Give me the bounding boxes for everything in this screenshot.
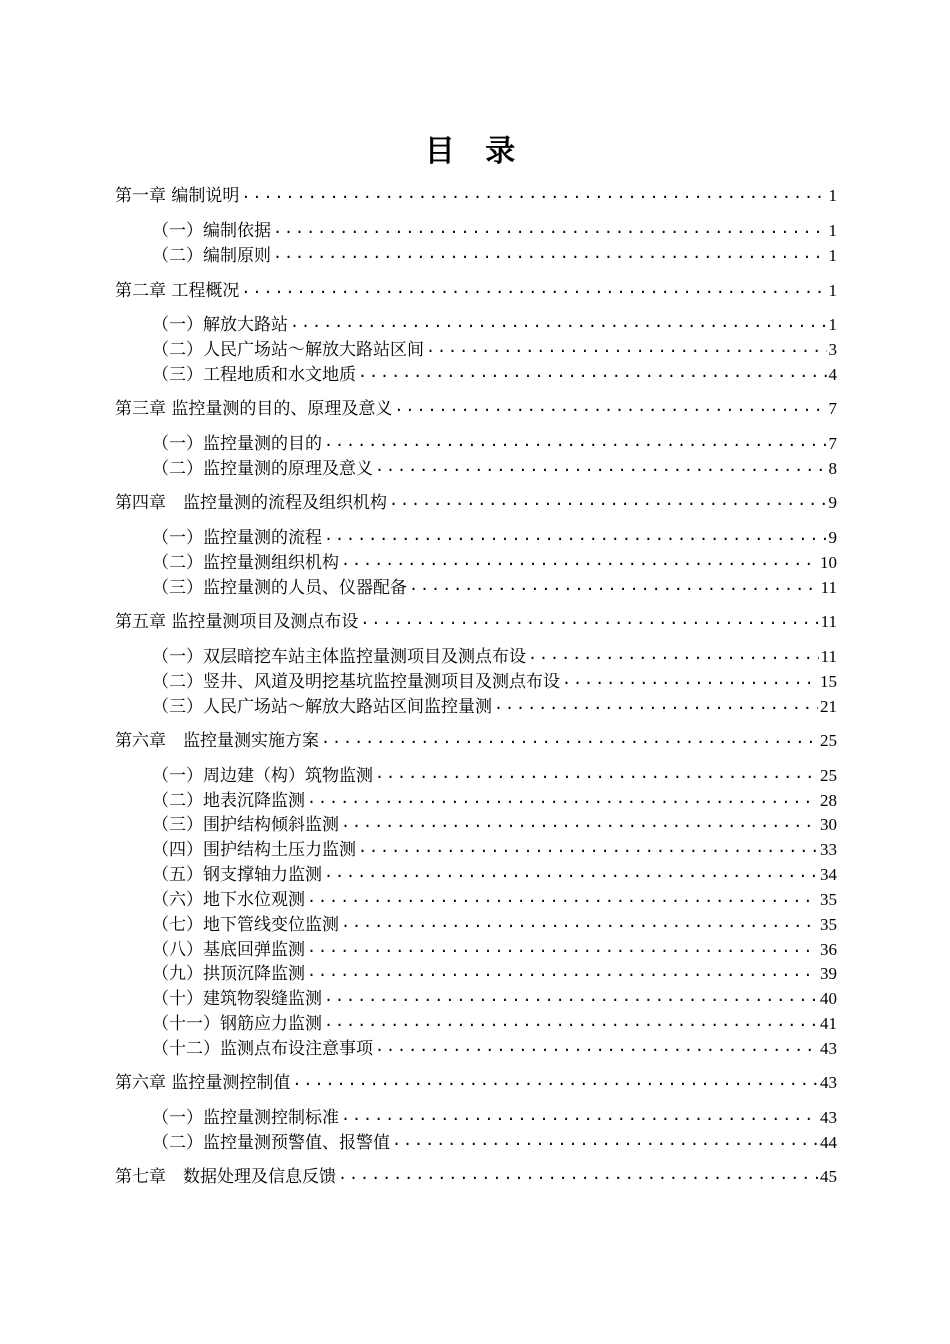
toc-entry-label: （一）周边建（构）筑物监测 bbox=[152, 766, 373, 786]
toc-page-number: 11 bbox=[820, 647, 837, 666]
toc-dot-leader bbox=[341, 550, 818, 571]
toc-section-entry[interactable] bbox=[152, 961, 837, 985]
toc-entry-label: （五）钢支撑轴力监测 bbox=[152, 865, 322, 885]
toc-dot-leader bbox=[528, 644, 819, 665]
toc-dot-leader bbox=[341, 812, 818, 833]
toc-dot-leader bbox=[241, 278, 826, 299]
toc-dot-leader bbox=[341, 912, 818, 933]
toc-dot-leader bbox=[341, 1105, 818, 1126]
toc-section-entry[interactable] bbox=[152, 763, 837, 787]
toc-section-entry[interactable] bbox=[152, 1105, 837, 1129]
toc-page-number: 4 bbox=[828, 365, 837, 384]
toc-page-number: 11 bbox=[820, 578, 837, 597]
toc-section-entry[interactable] bbox=[152, 788, 837, 812]
toc-entry-label: 第六章 监控量测控制值 bbox=[115, 1073, 291, 1093]
toc-page-number: 30 bbox=[820, 815, 837, 834]
toc-page-number: 15 bbox=[820, 672, 837, 691]
toc-entry-label: （七）地下管线变位监测 bbox=[152, 915, 339, 935]
toc-chapter-entry[interactable] bbox=[115, 1070, 837, 1094]
toc-dot-leader bbox=[562, 669, 818, 690]
toc-section-entry[interactable] bbox=[152, 912, 837, 936]
toc-entry-label: （三）人民广场站～解放大路站区间监控量测 bbox=[152, 697, 492, 717]
toc-entry-label: （二）监控量测组织机构 bbox=[152, 553, 339, 573]
toc-entry-label: （一）双层暗挖车站主体监控量测项目及测点布设 bbox=[152, 647, 526, 667]
toc-entry-label: （一）解放大路站 bbox=[152, 315, 288, 335]
toc-page-number: 1 bbox=[828, 246, 837, 265]
toc-dot-leader bbox=[375, 456, 827, 477]
toc-dot-leader bbox=[324, 431, 827, 452]
toc-section-entry[interactable] bbox=[152, 1036, 837, 1060]
toc-entry-label: （八）基底回弹监测 bbox=[152, 940, 305, 960]
toc-entry-label: （二）人民广场站～解放大路站区间 bbox=[152, 340, 424, 360]
toc-dot-leader bbox=[307, 961, 818, 982]
toc-section-entry[interactable] bbox=[152, 837, 837, 861]
toc-dot-leader bbox=[338, 1164, 818, 1185]
toc-entry-label: （三）监控量测的人员、仪器配备 bbox=[152, 578, 407, 598]
toc-section-entry[interactable] bbox=[152, 644, 837, 668]
toc-page-number: 40 bbox=[820, 989, 837, 1008]
toc-dot-leader bbox=[241, 183, 826, 204]
toc-dot-leader bbox=[426, 337, 827, 358]
toc-dot-leader bbox=[494, 694, 818, 715]
toc-section-entry[interactable] bbox=[152, 362, 837, 386]
toc-page-number: 35 bbox=[820, 890, 837, 909]
toc-entry-label: 第五章 监控量测项目及测点布设 bbox=[115, 612, 359, 632]
toc-dot-leader bbox=[321, 728, 818, 749]
toc-page-number: 36 bbox=[820, 940, 837, 959]
toc-chapter-entry[interactable] bbox=[115, 396, 837, 420]
toc-page-number: 44 bbox=[820, 1133, 837, 1152]
toc-page-number: 39 bbox=[820, 964, 837, 983]
toc-dot-leader bbox=[392, 1130, 818, 1151]
toc-entry-label: （六）地下水位观测 bbox=[152, 890, 305, 910]
toc-entry-label: 第二章 工程概况 bbox=[115, 281, 240, 301]
toc-chapter-entry[interactable] bbox=[115, 183, 837, 207]
toc-page-number: 43 bbox=[820, 1108, 837, 1127]
toc-section-entry[interactable] bbox=[152, 525, 837, 549]
toc-dot-leader bbox=[358, 362, 827, 383]
toc-section-entry[interactable] bbox=[152, 862, 837, 886]
toc-section-entry[interactable] bbox=[152, 694, 837, 718]
toc-chapter-entry[interactable] bbox=[115, 609, 837, 633]
toc-entry-label: （一）监控量测的目的 bbox=[152, 434, 322, 454]
toc-page-number: 3 bbox=[828, 340, 837, 359]
toc-section-entry[interactable] bbox=[152, 550, 837, 574]
toc-entry-label: （二）监控量测的原理及意义 bbox=[152, 459, 373, 479]
toc-section-entry[interactable] bbox=[152, 669, 837, 693]
toc-dot-leader bbox=[394, 396, 826, 417]
toc-page-number: 1 bbox=[828, 186, 837, 205]
toc-section-entry[interactable] bbox=[152, 1130, 837, 1154]
toc-entry-label: （十一）钢筋应力监测 bbox=[152, 1014, 322, 1034]
toc-page-number: 35 bbox=[820, 915, 837, 934]
toc-section-entry[interactable] bbox=[152, 986, 837, 1010]
toc-dot-leader bbox=[358, 837, 818, 858]
toc-title: 目 录 bbox=[424, 134, 526, 169]
toc-entry-label: （九）拱顶沉降监测 bbox=[152, 964, 305, 984]
toc-entry-label: 第七章 数据处理及信息反馈 bbox=[115, 1167, 336, 1187]
toc-section-entry[interactable] bbox=[152, 218, 837, 242]
toc-page-number: 7 bbox=[828, 434, 837, 453]
toc-page-number: 34 bbox=[820, 865, 837, 884]
toc-entry-label: （一）编制依据 bbox=[152, 221, 271, 241]
toc-section-entry[interactable] bbox=[152, 456, 837, 480]
toc-page-number: 28 bbox=[820, 791, 837, 810]
toc-entry-label: （二）编制原则 bbox=[152, 246, 271, 266]
toc-entry-label: 第三章 监控量测的目的、原理及意义 bbox=[115, 399, 393, 419]
toc-page-number: 9 bbox=[828, 493, 837, 512]
toc-dot-leader bbox=[273, 218, 827, 239]
toc-entry-label: （一）监控量测控制标准 bbox=[152, 1108, 339, 1128]
toc-section-entry[interactable] bbox=[152, 243, 837, 267]
toc-entry-label: 第四章 监控量测的流程及组织机构 bbox=[115, 493, 387, 513]
toc-page-number: 33 bbox=[820, 840, 837, 859]
toc-dot-leader bbox=[324, 986, 818, 1007]
toc-page-number: 1 bbox=[828, 221, 837, 240]
toc-entry-label: （十）建筑物裂缝监测 bbox=[152, 989, 322, 1009]
toc-dot-leader bbox=[360, 609, 818, 630]
toc-dot-leader bbox=[389, 490, 827, 511]
toc-page-number: 21 bbox=[820, 697, 837, 716]
toc-section-entry[interactable] bbox=[152, 337, 837, 361]
toc-dot-leader bbox=[290, 312, 827, 333]
toc-dot-leader bbox=[324, 862, 818, 883]
toc-chapter-entry[interactable] bbox=[115, 490, 837, 514]
toc-chapter-entry[interactable] bbox=[115, 1164, 837, 1188]
toc-dot-leader bbox=[273, 243, 827, 264]
toc-page-number: 45 bbox=[820, 1167, 837, 1186]
toc-page-number: 43 bbox=[820, 1039, 837, 1058]
toc-dot-leader bbox=[375, 1036, 818, 1057]
toc-page-number: 7 bbox=[828, 399, 837, 418]
toc-dot-leader bbox=[409, 575, 819, 596]
toc-section-entry[interactable] bbox=[152, 1011, 837, 1035]
toc-dot-leader bbox=[324, 1011, 818, 1032]
toc-page-number: 43 bbox=[820, 1073, 837, 1092]
toc-entry-label: 第六章 监控量测实施方案 bbox=[115, 731, 319, 751]
toc-entry-label: （三）围护结构倾斜监测 bbox=[152, 815, 339, 835]
toc-entry-label: （三）工程地质和水文地质 bbox=[152, 365, 356, 385]
toc-section-entry[interactable] bbox=[152, 887, 837, 911]
toc-section-entry[interactable] bbox=[152, 312, 837, 336]
toc-page-number: 25 bbox=[820, 766, 837, 785]
toc-dot-leader bbox=[292, 1070, 818, 1091]
toc-dot-leader bbox=[307, 887, 818, 908]
toc-page-number: 25 bbox=[820, 731, 837, 750]
toc-dot-leader bbox=[307, 788, 818, 809]
toc-section-entry[interactable] bbox=[152, 431, 837, 455]
toc-page-number: 10 bbox=[820, 553, 837, 572]
toc-page-number: 11 bbox=[820, 612, 837, 631]
toc-section-entry[interactable] bbox=[152, 575, 837, 599]
toc-dot-leader bbox=[324, 525, 827, 546]
toc-entry-label: （十二）监测点布设注意事项 bbox=[152, 1039, 373, 1059]
toc-dot-leader bbox=[375, 763, 818, 784]
toc-section-entry[interactable] bbox=[152, 937, 837, 961]
toc-entry-label: （一）监控量测的流程 bbox=[152, 528, 322, 548]
toc-page-number: 9 bbox=[828, 528, 837, 547]
toc-dot-leader bbox=[307, 937, 818, 958]
toc-chapter-entry[interactable] bbox=[115, 278, 837, 302]
toc-section-entry[interactable] bbox=[152, 812, 837, 836]
toc-page-number: 41 bbox=[820, 1014, 837, 1033]
toc-page-number: 1 bbox=[828, 315, 837, 334]
toc-entry-label: （二）竖井、风道及明挖基坑监控量测项目及测点布设 bbox=[152, 672, 560, 692]
toc-entry-label: （四）围护结构土压力监测 bbox=[152, 840, 356, 860]
toc-page-number: 1 bbox=[828, 281, 837, 300]
toc-page-number: 8 bbox=[828, 459, 837, 478]
toc-entry-label: （二）地表沉降监测 bbox=[152, 791, 305, 811]
toc-entry-label: （二）监控量测预警值、报警值 bbox=[152, 1133, 390, 1153]
toc-chapter-entry[interactable] bbox=[115, 728, 837, 752]
toc-entry-label: 第一章 编制说明 bbox=[115, 186, 240, 206]
